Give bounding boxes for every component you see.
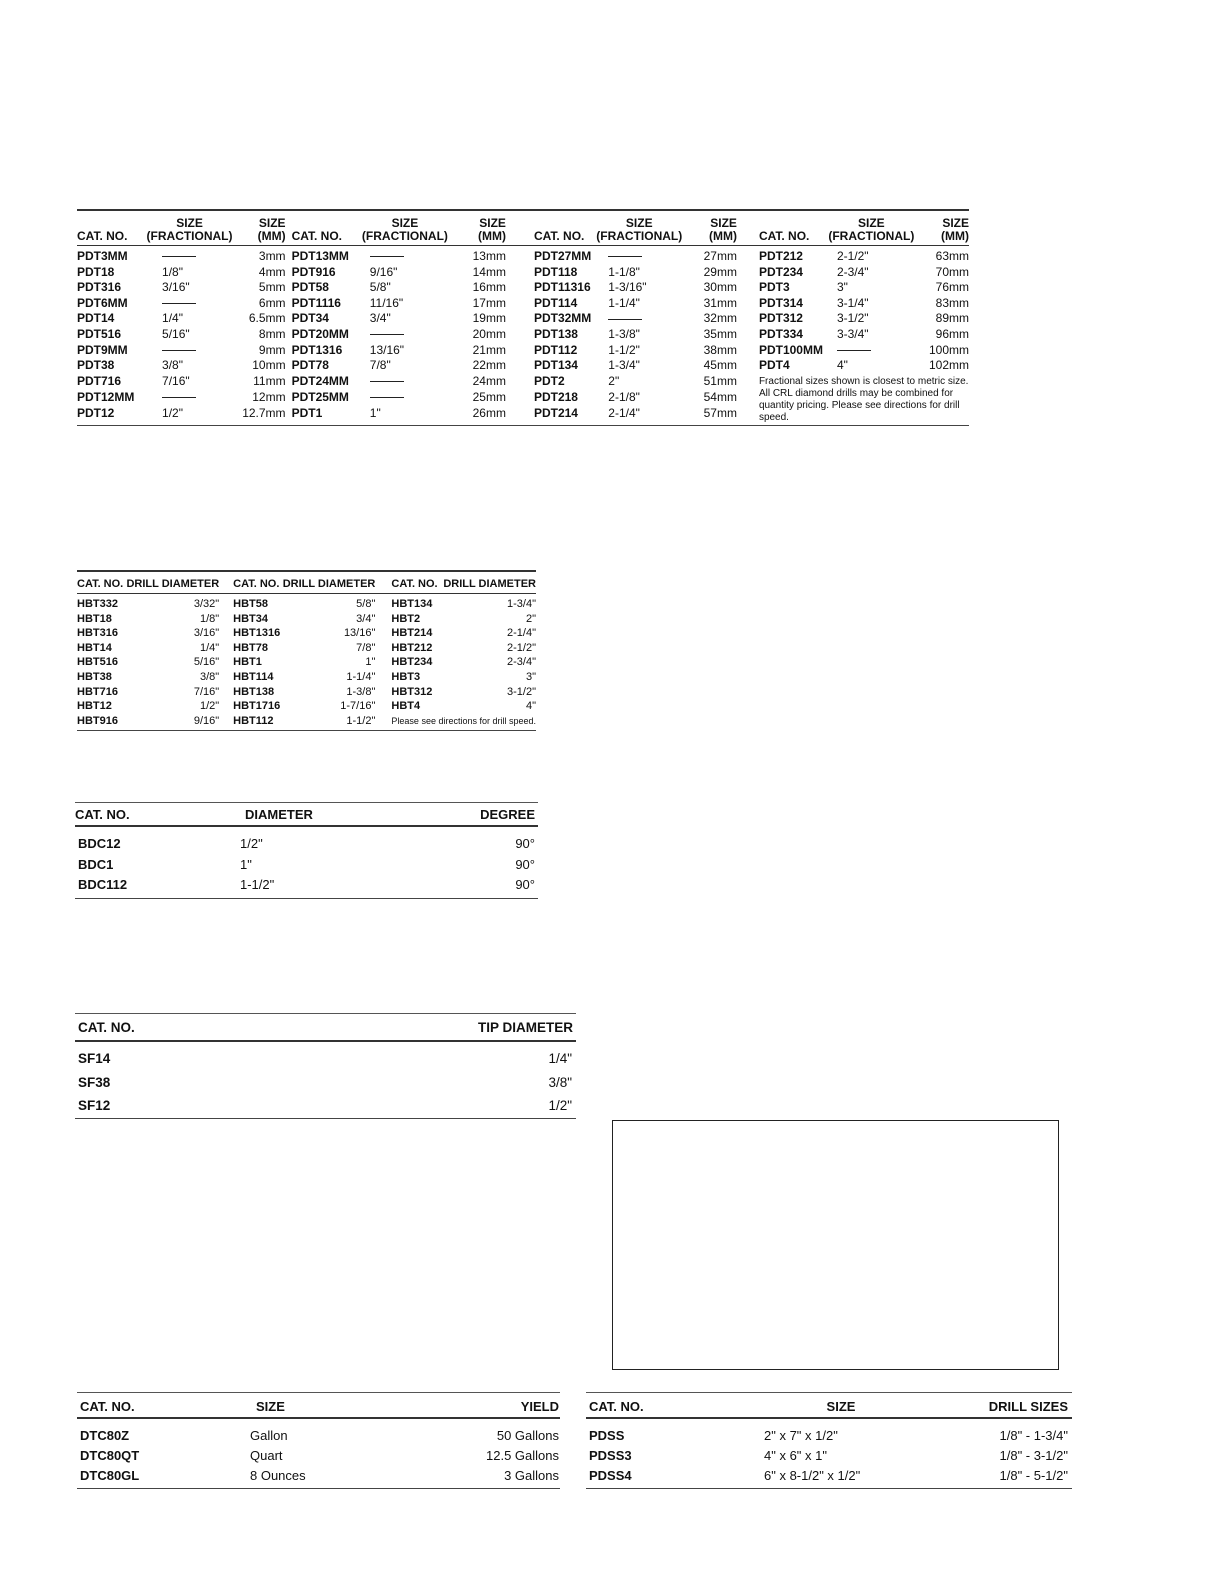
pdt-cat-no: PDT214 [533,405,578,420]
pdt-size-mm: 76mm [935,280,969,295]
pdt-cat-no: PDT12MM [77,389,135,404]
pdt-size-mm: 6mm [258,295,286,310]
pdt-header-size-mm: SIZE (MM) [235,210,286,246]
pdt-size-fractional [358,327,452,343]
pdt-header-size-mm: SIZE (MM) [687,210,737,246]
pdt-size-fractional: 2-1/8" [608,389,640,404]
hbt-drill-diameter: 2" [525,612,536,625]
hbt-cat-no: HBT4 [391,700,421,713]
bdc-header-degree: DEGREE [438,803,538,827]
pdt-size-fractional: 1-1/4" [608,295,640,310]
pdt-cat-no: PDT6MM [77,295,128,310]
pdt-size-fractional: 7/8" [369,358,391,373]
pdt-cat-no: PDT234 [758,264,803,279]
dash-mark [608,256,642,257]
pdt-size-mm: 25mm [472,389,506,404]
pdt-cat-no: PDT4 [758,358,790,373]
hbt-cat-no: HBT516 [77,656,118,669]
sf-cat-no: SF14 [78,1051,111,1066]
hbt-header-row [77,571,536,594]
pdt-size-fractional [144,390,235,406]
pdss-cat-no: PDSS4 [589,1467,632,1483]
pdt-cat-no: PDT212 [758,249,803,263]
dtc-cat-no: DTC80QT [80,1447,140,1463]
pdt-size-fractional: 2" [608,373,620,388]
hbt-cat-no: HBT2 [391,612,421,625]
dtc-header-size: SIZE [248,1393,428,1419]
pdt-size-fractional: 1/8" [162,264,183,279]
hbt-drill-diameter: 1-3/4" [507,598,536,610]
hbt-cat-no: HBT12 [77,700,112,713]
pdt-size-fractional [358,246,452,265]
hbt-drill-diameter: 3/4" [356,612,376,625]
pdt-cat-no: PDT334 [758,326,803,341]
pdt-cat-no: PDT138 [533,326,578,341]
pdt-size-mm: 38mm [703,342,737,357]
pdt-size-mm: 32mm [703,311,737,326]
pdt-size-mm: 45mm [703,358,737,373]
sf-tip-diameter: 1/4" [548,1051,572,1066]
pdt-size-mm: 16mm [472,280,506,295]
pdt-cat-no: PDT32MM [533,311,592,326]
bdc-diameter: 1" [240,856,252,872]
pdss-size: 4" x 6" x 1" [764,1447,827,1463]
bdc-cat-no: BDC12 [78,836,121,851]
pdt-size-fractional: 9/16" [369,264,398,279]
pdt-size-fractional: 1-1/8" [608,264,640,279]
hbt-cat-no: HBT316 [77,627,118,640]
pdt-size-mm: 22mm [472,358,506,373]
dtc-size: Gallon [250,1428,288,1443]
pdt-size-mm: 13mm [472,249,506,263]
pdt-cat-no: PDT78 [291,358,329,373]
hbt-drill-diameter: 5/16" [193,656,220,669]
pdt-cat-no: PDT27MM [533,249,592,263]
bdc-diameter: 1-1/2" [240,877,275,892]
bdc-diameter: 1/2" [240,836,263,851]
pdss-drill-sizes: 1/8" - 1-3/4" [999,1428,1068,1443]
pdt-size-fractional: 2-1/4" [608,405,640,420]
hbt-cat-no: HBT18 [77,612,112,625]
pdss-drill-sizes: 1/8" - 3-1/2" [999,1447,1068,1463]
pdt-size-mm: 5mm [258,280,286,295]
bdc-header-cat-no: CAT. NO. [75,803,238,827]
pdt-header-size-fractional: SIZE (FRACTIONAL) [358,210,452,246]
bdc-cat-no: BDC112 [78,877,128,892]
pdt-cat-no: PDT24MM [291,373,349,388]
pdt-cat-no: PDT1116 [291,295,341,310]
pdt-row [77,358,969,374]
hbt-cat-no: HBT34 [233,612,268,625]
pdt-size-mm: 57mm [703,405,737,420]
hbt-cat-no: HBT1716 [233,700,281,713]
pdt-cat-no: PDT18 [77,264,115,279]
pdt-header-cat-no: CAT. NO. [506,210,591,246]
dash-mark [370,397,404,398]
pdt-cat-no: PDT316 [77,280,122,295]
pdt-size-fractional: 3/16" [162,280,190,295]
pdt-row [77,246,969,265]
pdt-size-fractional: 5/16" [162,326,190,341]
hbt-drill-diameter: 1" [365,656,376,669]
hbt-drill-diameter: 13/16" [343,627,376,640]
pdt-header-size-fractional: SIZE (FRACTIONAL) [591,210,687,246]
pdt-size-fractional: 3-3/4" [836,326,869,341]
hbt-row [77,612,536,627]
pdss-size: 2" x 7" x 1/2" [764,1428,838,1443]
pdt-size-mm: 21mm [472,342,506,357]
pdt-size-mm: 29mm [703,264,737,279]
bdc-row [75,875,538,898]
bdc-degree: 90° [515,836,535,851]
hbt-drill-diameter: 1-3/8" [346,685,376,698]
hbt-drill-table [77,570,536,731]
pdt-size-mm: 24mm [472,373,506,388]
hbt-cat-no: HBT234 [391,656,433,669]
pdss-drill-sizes: 1/8" - 5-1/2" [999,1467,1068,1483]
hbt-cat-no: HBT58 [233,598,268,610]
hbt-header-drill-diameter: DRILL DIAMETER [443,571,536,594]
pdt-size-fractional: 7/16" [162,373,190,388]
hbt-drill-diameter: 1-1/2" [346,714,376,727]
pdt-row [77,327,969,343]
hbt-drill-diameter: 3/16" [193,627,220,640]
hbt-header-cat-no: CAT. NO. [375,571,443,594]
hbt-note: Please see directions for drill speed. [391,715,536,726]
hbt-cat-no: HBT716 [77,685,118,698]
dash-mark [837,350,871,351]
pdt-cat-no: PDT112 [533,342,578,357]
pdt-size-mm: 83mm [935,295,969,310]
pdt-size-fractional [591,246,687,265]
hbt-row [77,655,536,670]
pdt-cat-no: PDT11316 [533,280,591,295]
pdt-size-table [77,209,969,426]
hbt-header-cat-no: CAT. NO. [219,571,282,594]
bdc-degree: 90° [515,877,535,892]
pdt-size-mm: 19mm [472,311,506,326]
dtc-row [77,1446,560,1466]
pdt-size-mm: 12.7mm [242,405,286,420]
dash-mark [162,397,196,398]
pdt-row [77,374,969,390]
sf-header-cat-no: CAT. NO. [75,1014,325,1042]
pdt-size-fractional: 4" [836,358,848,373]
sf-row [75,1071,576,1095]
pdt-size-mm: 100mm [928,342,969,357]
hbt-cat-no: HBT138 [233,685,275,698]
pdt-size-fractional: 1-3/16" [608,280,647,295]
pdt-cat-no: PDT1316 [291,342,343,357]
hbt-row [77,626,536,641]
pdt-size-fractional [144,246,235,265]
pdt-size-mm: 12mm [252,389,286,404]
dtc-cat-no: DTC80GL [80,1467,140,1483]
sf-header-tip-diameter: TIP DIAMETER [325,1014,576,1042]
pdt-size-fractional [144,343,235,359]
pdt-size-fractional [144,296,235,312]
hbt-row [77,594,536,612]
sf-header-row [75,1014,576,1042]
bdc-table [75,802,538,899]
dash-mark [162,350,196,351]
dash-mark [370,256,404,257]
hbt-row [77,685,536,700]
dtc-row [77,1418,560,1446]
pdt-size-fractional: 1/2" [162,405,183,420]
pdt-size-mm: 11mm [253,373,286,388]
pdt-cat-no: PDT3MM [77,249,128,263]
bdc-header-diameter: DIAMETER [238,803,438,827]
pdt-cat-no: PDT1 [291,405,323,420]
pdss-header-cat-no: CAT. NO. [586,1393,764,1419]
pdt-size-mm: 63mm [935,249,969,263]
hbt-drill-diameter: 2-3/4" [507,656,536,669]
pdt-cat-no: PDT9MM [77,342,128,357]
dtc-yield: 3 Gallons [504,1467,559,1483]
pdt-row [77,280,969,296]
hbt-row [77,699,536,714]
pdt-size-mm: 14mm [472,264,506,279]
bdc-header-row [75,803,538,827]
hbt-drill-diameter: 9/16" [193,714,220,727]
pdt-cat-no: PDT312 [758,311,803,326]
hbt-drill-diameter: 3-1/2" [507,685,536,698]
hbt-drill-diameter: 3/32" [193,598,220,610]
hbt-drill-diameter: 1/2" [199,700,220,713]
pdt-cat-no: PDT13MM [291,249,349,263]
pdt-header-cat-no: CAT. NO. [286,210,358,246]
pdt-size-fractional: 3-1/4" [836,295,869,310]
hbt-cat-no: HBT312 [391,685,433,698]
pdt-cat-no: PDT114 [533,295,578,310]
hbt-cat-no: HBT38 [77,670,112,683]
pdt-size-mm: 17mm [472,295,506,310]
pdt-size-mm: 102mm [928,358,969,373]
hbt-row [77,670,536,685]
pdt-cat-no: PDT14 [77,311,115,326]
hbt-cat-no: HBT1 [233,656,262,669]
hbt-drill-diameter: 2-1/2" [507,641,536,654]
pdt-row [77,265,969,281]
hbt-cat-no: HBT332 [77,598,118,610]
pdt-cat-no: PDT25MM [291,389,349,404]
hbt-cat-no: HBT214 [391,627,433,640]
pdss-cat-no: PDSS [589,1428,625,1443]
pdt-size-fractional: 13/16" [369,342,405,357]
hbt-drill-diameter: 4" [525,700,536,713]
pdt-header-size-fractional: SIZE (FRACTIONAL) [823,210,920,246]
hbt-drill-diameter: 1/4" [199,641,220,654]
pdt-size-mm: 89mm [935,311,969,326]
pdss-header-row [586,1393,1072,1419]
pdt-cat-no: PDT134 [533,358,578,373]
hbt-cat-no: HBT114 [233,670,274,683]
pdt-size-mm: 51mm [703,373,737,388]
pdt-cat-no: PDT58 [291,280,329,295]
pdss-size: 6" x 8-1/2" x 1/2" [764,1467,861,1483]
hbt-cat-no: HBT916 [77,714,118,727]
pdt-cat-no: PDT716 [77,373,122,388]
pdt-header-row [77,210,969,246]
hbt-drill-diameter: 5/8" [356,598,376,610]
hbt-cat-no: HBT134 [391,598,433,610]
pdt-size-mm: 20mm [472,326,506,341]
hbt-drill-diameter: 1-7/16" [340,700,376,713]
pdt-size-fractional: 3-1/2" [836,311,869,326]
sf-row [75,1094,576,1118]
pdt-row [77,296,969,312]
sf-cat-no: SF38 [78,1074,111,1090]
pdt-size-mm: 70mm [935,264,969,279]
pdt-cat-no: PDT34 [291,311,329,326]
dtc-row [77,1466,560,1489]
hbt-cat-no: HBT14 [77,641,112,654]
pdss-cat-no: PDSS3 [589,1447,632,1463]
pdss-row [586,1466,1072,1489]
hbt-cat-no: HBT212 [391,641,433,654]
pdt-size-mm: 4mm [258,264,286,279]
hbt-cat-no: HBT1316 [233,627,281,640]
hbt-row [77,641,536,656]
sf-tip-diameter: 3/8" [548,1074,572,1090]
pdt-note: Fractional sizes shown is closest to metric size. All CRL diamond drills may be combined for quantity pricing. Please see directions for drill speed. [758,375,969,424]
pdt-size-fractional: 2-3/4" [836,264,869,279]
pdt-header-size-mm: SIZE (MM) [452,210,506,246]
pdt-size-mm: 35mm [703,326,737,341]
bdc-row [75,855,538,876]
bdc-row [75,826,538,855]
pdt-header-cat-no: CAT. NO. [77,210,144,246]
hbt-cat-no: HBT78 [233,641,268,654]
hbt-header-drill-diameter: DRILL DIAMETER [282,571,376,594]
pdss-row [586,1446,1072,1466]
pdt-size-fractional: 3/4" [369,311,391,326]
pdt-size-fractional [358,390,452,406]
pdt-size-fractional [591,311,687,327]
pdt-cat-no: PDT38 [77,358,115,373]
pdt-size-fractional: 1/4" [162,311,183,326]
dash-mark [370,334,404,335]
sf-table [75,1013,576,1119]
hbt-row [77,714,536,731]
pdt-cat-no: PDT20MM [291,326,349,341]
pdt-size-mm: 10mm [252,358,286,373]
pdt-size-fractional: 1-3/4" [608,358,640,373]
dtc-size: 8 Ounces [250,1467,306,1483]
pdt-size-fractional [823,343,920,359]
pdt-cat-no: PDT916 [291,264,336,279]
pdt-size-fractional: 5/8" [369,280,391,295]
pdss-table [586,1392,1072,1489]
dtc-table [77,1392,560,1489]
pdt-size-mm: 26mm [472,405,506,420]
hbt-header-cat-no: CAT. NO. [77,571,126,594]
pdt-size-fractional [358,374,452,390]
pdt-size-fractional: 1-1/2" [608,342,640,357]
pdt-header-size-mm: SIZE (MM) [920,210,969,246]
dtc-size: Quart [250,1447,283,1463]
pdt-size-fractional: 3/8" [162,358,183,373]
pdt-cat-no: PDT3 [758,280,790,295]
bdc-cat-no: BDC1 [78,856,114,872]
pdss-row [586,1418,1072,1446]
pdss-header-drill-sizes: DRILL SIZES [944,1393,1072,1419]
pdt-size-mm: 3mm [258,249,286,263]
dtc-header-cat-no: CAT. NO. [77,1393,248,1419]
pdt-header-size-fractional: SIZE (FRACTIONAL) [144,210,235,246]
bdc-degree: 90° [515,856,535,872]
pdt-cat-no: PDT12 [77,405,115,420]
sf-cat-no: SF12 [78,1098,111,1113]
pdt-size-mm: 54mm [703,389,737,404]
dash-mark [162,256,196,257]
pdt-cat-no: PDT218 [533,389,578,404]
pdt-cat-no: PDT516 [77,326,122,341]
pdt-size-mm: 96mm [935,326,969,341]
pdt-size-fractional: 1" [369,405,381,420]
dtc-yield: 12.5 Gallons [486,1447,559,1463]
dtc-header-row [77,1393,560,1419]
hbt-drill-diameter: 1-1/4" [346,670,376,683]
dash-mark [370,381,404,382]
pdt-cat-no: PDT118 [533,264,578,279]
pdt-row [77,343,969,359]
pdt-cat-no: PDT100MM [758,342,823,357]
dash-mark [162,303,196,304]
hbt-drill-diameter: 7/8" [356,641,376,654]
pdt-size-mm: 27mm [703,249,737,263]
dash-mark [608,319,642,320]
dtc-yield: 50 Gallons [496,1428,559,1443]
pdt-size-fractional: 1-3/8" [608,326,640,341]
sf-row [75,1041,576,1071]
pdt-size-mm: 8mm [258,326,286,341]
hbt-drill-diameter: 7/16" [193,685,220,698]
pdt-cat-no: PDT2 [533,373,565,388]
hbt-drill-diameter: 2-1/4" [507,627,536,640]
pdt-size-mm: 31mm [703,295,737,310]
pdt-row [77,311,969,327]
hbt-drill-diameter: 1/8" [199,612,220,625]
pdt-size-fractional: 11/16" [369,295,404,310]
pdt-header-cat-no: CAT. NO. [737,210,823,246]
hbt-drill-diameter: 3" [525,670,536,683]
pdt-size-mm: 6.5mm [248,311,286,326]
empty-frame [612,1120,1059,1370]
hbt-drill-diameter: 3/8" [199,670,220,683]
sf-tip-diameter: 1/2" [548,1098,572,1113]
pdt-cat-no: PDT314 [758,295,803,310]
hbt-cat-no: HBT3 [391,670,421,683]
pdt-size-mm: 9mm [258,342,286,357]
pdt-size-fractional: 3" [836,280,848,295]
hbt-header-drill-diameter: DRILL DIAMETER [126,571,219,594]
dtc-header-yield: YIELD [428,1393,560,1419]
hbt-cat-no: HBT112 [233,714,274,727]
pdt-size-fractional: 2-1/2" [836,249,869,263]
pdss-header-size: SIZE [764,1393,944,1419]
pdt-size-mm: 30mm [703,280,737,295]
dtc-cat-no: DTC80Z [80,1428,130,1443]
